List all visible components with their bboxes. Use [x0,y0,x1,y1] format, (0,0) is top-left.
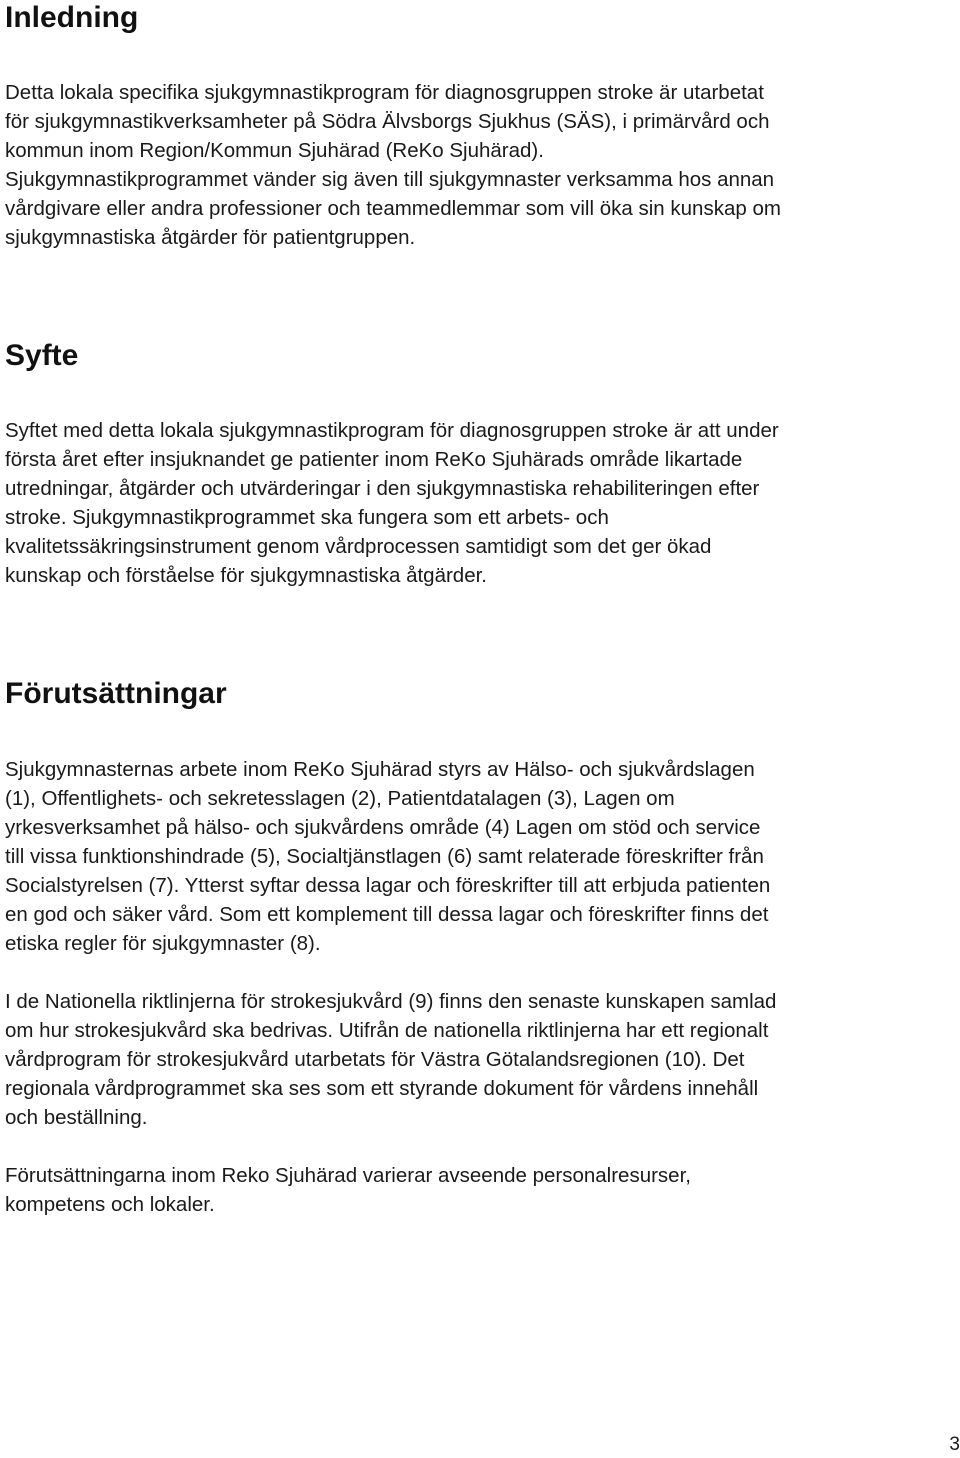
heading-forutsattningar: Förutsättningar [5,677,227,710]
paragraph-forutsattningar-1: Sjukgymnasternas arbete inom ReKo Sjuhärad styrs av Hälso- och sjukvårdslagen (1), Offentlighets- och sekretesslagen (2), Patientdatalagen (3), Lagen om yrkesverksamhet på hälso- och sjukvårdens område (4) Lagen om stöd och service till vissa funktionshindrade (5), Socialtjänstlagen (6) samt relaterade föreskrifter från Socialstyrelsen (7). Ytterst syftar dessa lagar och föreskrifter till att erbjuda patienten en god och säker vård. Som ett komplement till dessa lagar och föreskrifter finns det etiska regler för sjukgymnaster (8). [5,758,771,955]
paragraph-forutsattningar-3: Förutsättningarna inom Reko Sjuhärad varierar avseende personalresurser, kompetens och lokaler. [5,1164,691,1216]
paragraph-inledning: Detta lokala specifika sjukgymnastikprogram för diagnosgruppen stroke är utarbetat för sjukgymnastikverksamheter på Södra Älvsborgs Sjukhus (SÄS), i primärvård och kommun inom Region/Kommun Sjuhärad (ReKo Sjuhärad). Sjukgymnastikprogrammet vänder sig även till sjukgymnaster verksamma hos annan vårdgivare eller andra professioner och teammedlemmar som vill öka sin kunskap om sjukgymnastiska åtgärder för patientgruppen. [5,81,781,249]
heading-syfte: Syfte [5,339,79,372]
heading-inledning: Inledning [5,1,139,34]
page-number: 3 [949,1434,960,1455]
paragraph-forutsattningar-2: I de Nationella riktlinjerna för strokesjukvård (9) finns den senaste kunskapen samlad om hur strokesjukvård ska bedrivas. Utifrån de nationella riktlinjerna har ett regionalt vårdprogram för strokesjukvård utarbetats för Västra Götalandsregionen (10). Det regionala vårdprogrammet ska ses som ett styrande dokument för vårdens innehåll och beställning. [5,990,777,1129]
paragraph-syfte: Syftet med detta lokala sjukgymnastikprogram för diagnosgruppen stroke är att under första året efter insjuknandet ge patienter inom ReKo Sjuhärads område likartade utredningar, åtgärder och utvärderingar i den sjukgymnastiska rehabiliteringen efter stroke. Sjukgymnastikprogrammet ska fungera som ett arbets- och kvalitetssäkringsinstrument genom vårdprocessen samtidigt som det ger ökad kunskap och förståelse för sjukgymnastiska åtgärder. [5,419,779,587]
